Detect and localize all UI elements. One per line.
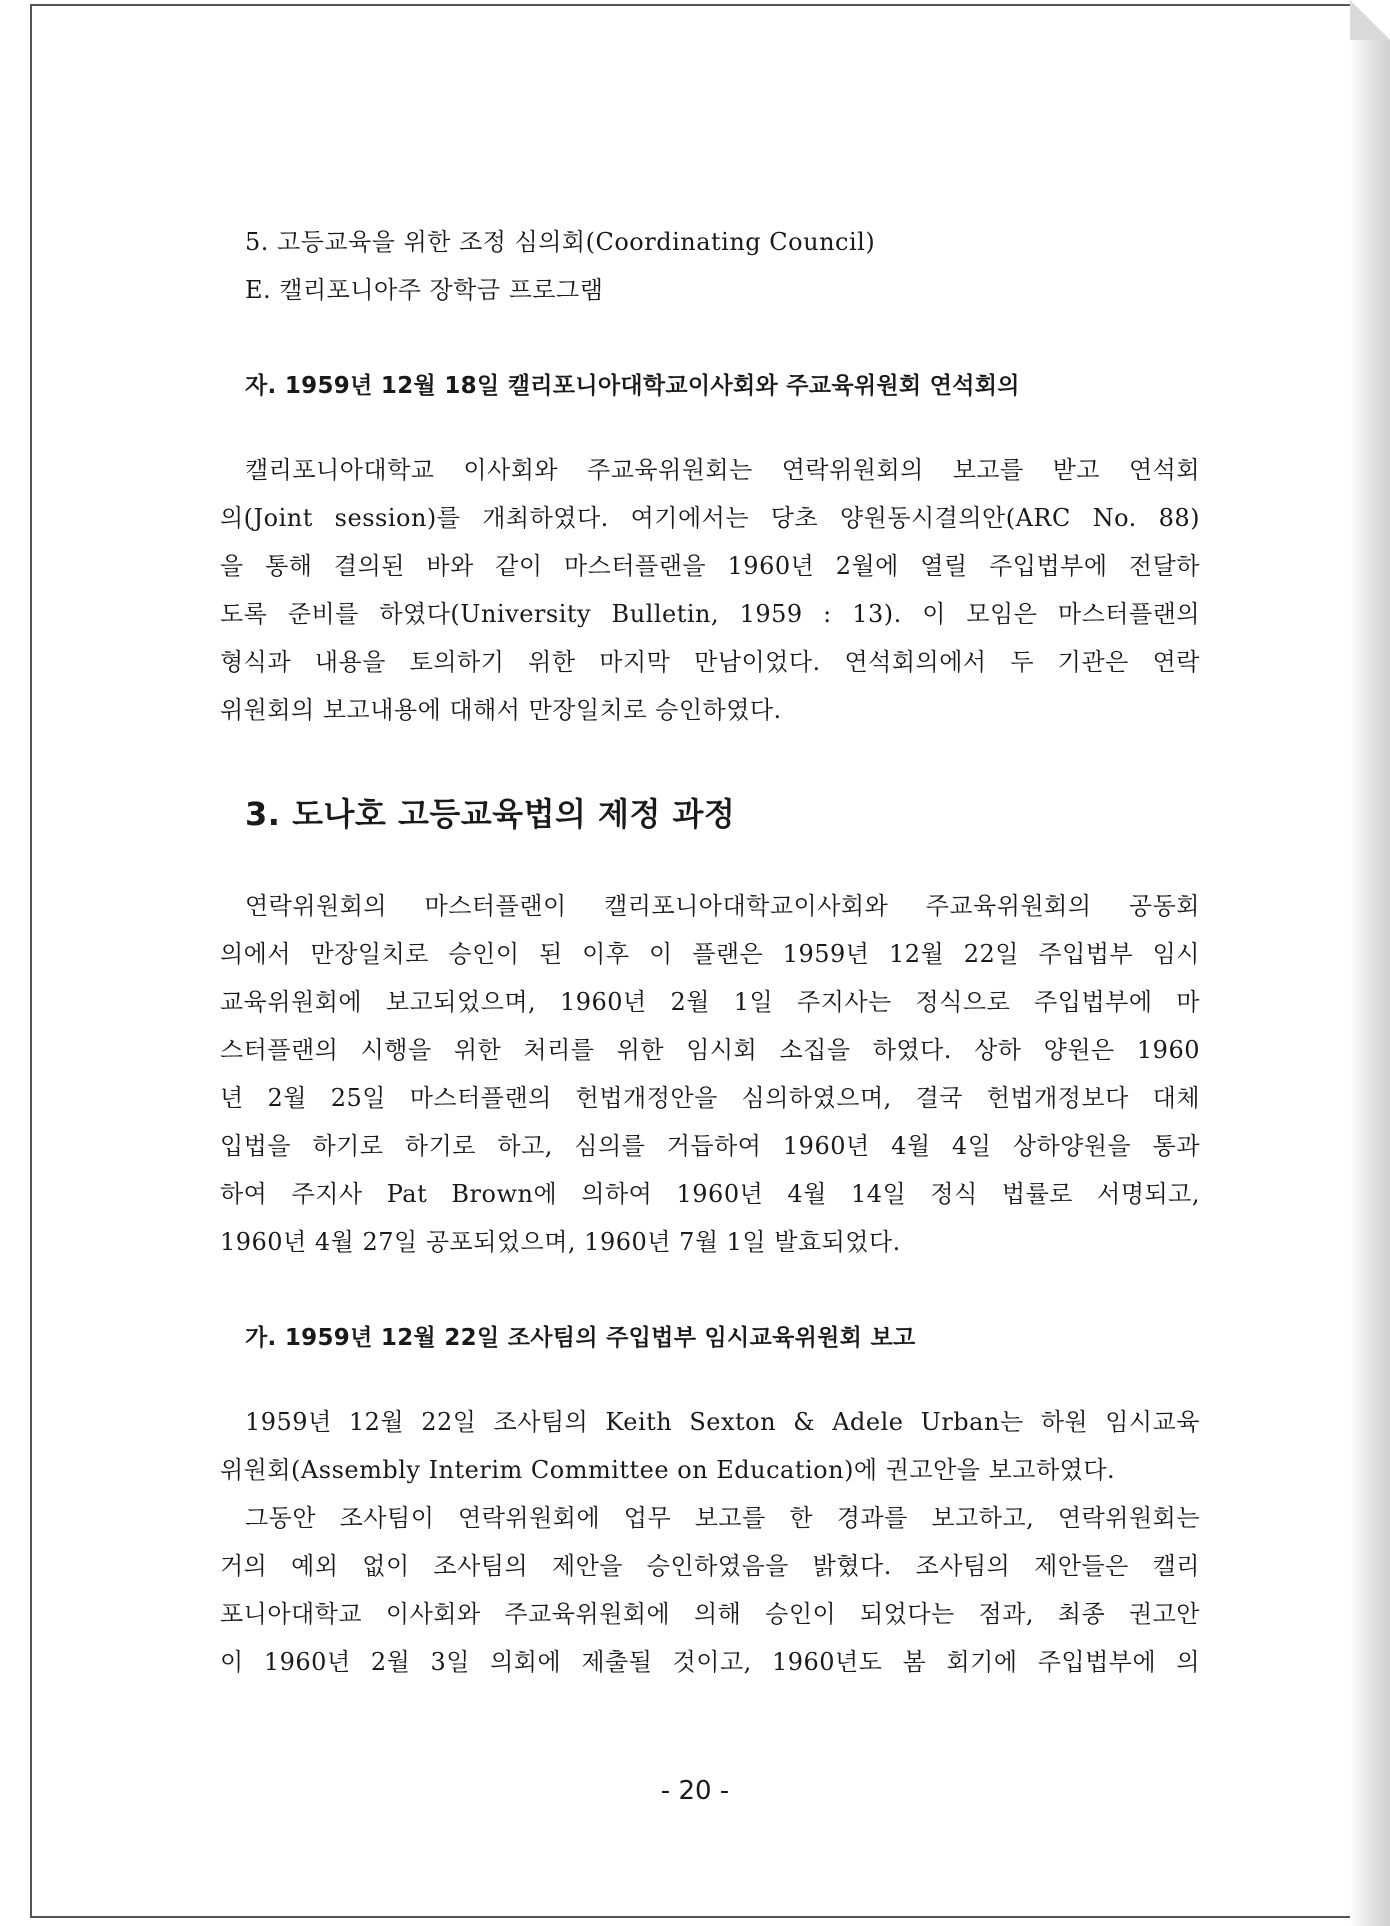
page-curl-corner: [1350, 0, 1390, 40]
subsection-heading-ga: 가. 1959년 12월 22일 조사팀의 주입법부 임시교육위원회 보고: [245, 1325, 916, 1351]
subsection-heading-ja: 자. 1959년 12월 18일 캘리포니아대학교이사회와 주교육위원회 연석회의: [245, 373, 1020, 399]
page-number: - 20 -: [660, 1776, 730, 1806]
paragraph-line: 교육위원회에 보고되었으며, 1960년 2월 1일 주지사는 정식으로 주입법부에 마: [220, 988, 1200, 1016]
paragraph-line: 거의 예외 없이 조사팀의 제안을 승인하였음을 밝혔다. 조사팀의 제안들은 캘리: [220, 1552, 1200, 1580]
paragraph-line: 의에서 만장일치로 승인이 된 이후 이 플랜은 1959년 12월 22일 주입법부 임시: [220, 940, 1200, 968]
paragraph-line: 연락위원회의 마스터플랜이 캘리포니아대학교이사회와 주교육위원회의 공동회: [245, 892, 1200, 920]
paragraph-line: 을 통해 결의된 바와 같이 마스터플랜을 1960년 2월에 열릴 주입법부에 전달하: [220, 552, 1200, 580]
paragraph-line: 스터플랜의 시행을 위한 처리를 위한 임시회 소집을 하였다. 상하 양원은 1960: [220, 1036, 1200, 1064]
paragraph-line: 그동안 조사팀이 연락위원회에 업무 보고를 한 경과를 보고하고, 연락위원회는: [245, 1504, 1200, 1532]
list-item-e: E. 캘리포니아주 장학금 프로그램: [245, 276, 604, 304]
paragraph-line: 이 1960년 2월 3일 의회에 제출될 것이고, 1960년도 봄 회기에 주입법부에 의: [220, 1648, 1200, 1676]
list-item-5: 5. 고등교육을 위한 조정 심의회(Coordinating Council): [245, 228, 876, 256]
paragraph-line: 하여 주지사 Pat Brown에 의하여 1960년 4월 14일 정식 법률로 서명되고,: [220, 1180, 1200, 1208]
paragraph-ga: [220, 1398, 1200, 1686]
paragraph-line: 1960년 4월 27일 공포되었으며, 1960년 7월 1일 발효되었다.: [220, 1228, 901, 1256]
paragraph-line: 위원회의 보고내용에 대해서 만장일치로 승인하였다.: [220, 696, 782, 724]
paragraph-line: 캘리포니아대학교 이사회와 주교육위원회는 연락위원회의 보고를 받고 연석회: [245, 456, 1200, 484]
page-edge-shadow: [1350, 0, 1390, 1926]
paragraph-line: 도록 준비를 하였다(University Bulletin, 1959 : 13). 이 모임은 마스터플랜의: [220, 600, 1200, 628]
paragraph-line: 형식과 내용을 토의하기 위한 마지막 만남이었다. 연석회의에서 두 기관은 연락: [220, 648, 1200, 676]
paragraph-line: 의(Joint session)를 개최하였다. 여기에서는 당초 양원동시결의안(ARC No. 88): [220, 504, 1200, 532]
paragraph-line: 년 2월 25일 마스터플랜의 헌법개정안을 심의하였으며, 결국 헌법개정보다 대체: [220, 1084, 1200, 1112]
paragraph-line: 1959년 12월 22일 조사팀의 Keith Sexton & Adele Urban는 하원 임시교육: [245, 1408, 1200, 1436]
paragraph-line: 위원회(Assembly Interim Committee on Education)에 권고안을 보고하였다.: [220, 1456, 1116, 1484]
paragraph-line: 포니아대학교 이사회와 주교육위원회에 의해 승인이 되었다는 점과, 최종 권고안: [220, 1600, 1200, 1628]
paragraph-line: 입법을 하기로 하기로 하고, 심의를 거듭하여 1960년 4월 4일 상하양원을 통과: [220, 1132, 1200, 1160]
page-content: [220, 218, 1200, 1686]
paragraph-ja: [220, 446, 1200, 734]
section-heading-3: 3. 도나호 고등교육법의 제정 과정: [245, 795, 736, 833]
paragraph-section-3: [220, 882, 1200, 1266]
